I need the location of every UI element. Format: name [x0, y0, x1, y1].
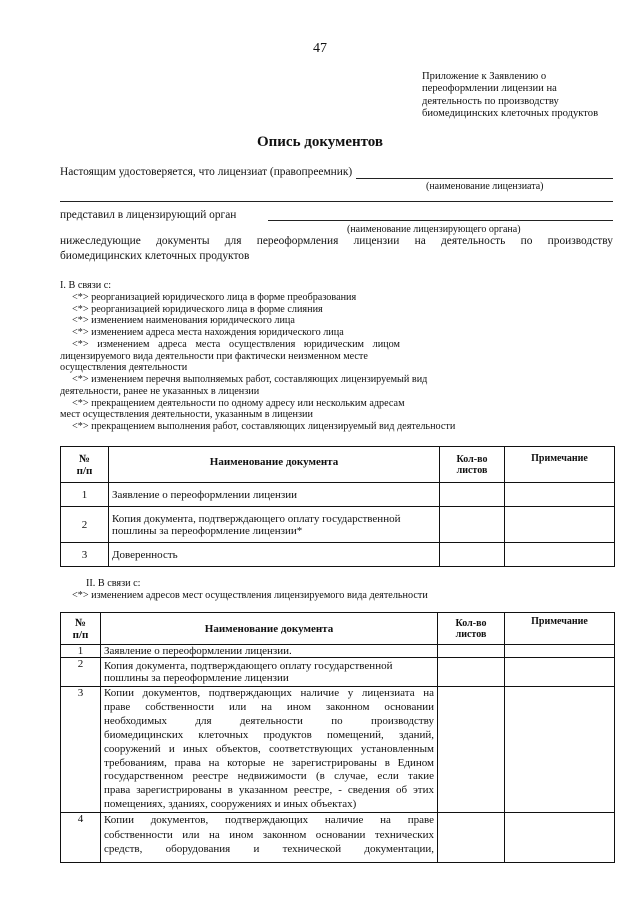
- header-sheet-count: Кол-во листов: [438, 613, 505, 645]
- intro-word: производству: [547, 235, 613, 247]
- table-row: [61, 687, 615, 813]
- intro-word: по: [520, 235, 533, 247]
- row-document-name: Заявление о переоформлении лицензии.: [101, 645, 438, 658]
- row-document-name: Копии документов, подтверждающих наличие на праве собственности или на ином законном основании технических средств, оборудования и технической документации,: [101, 813, 438, 863]
- row-sheet-count-cell[interactable]: [438, 813, 505, 863]
- section-1-item[interactable]: [60, 339, 400, 351]
- row-document-name: Копия документа, подтверждающего оплату государственной пошлины за переоформление лицензии*: [109, 507, 440, 543]
- row-sheet-count-cell[interactable]: [440, 543, 505, 567]
- section-1-item[interactable]: <*> изменением наименования юридического лица: [72, 315, 295, 327]
- intro-word: лицензии: [353, 235, 400, 247]
- row-number: 2: [61, 658, 101, 687]
- row-sheet-count-cell[interactable]: [438, 687, 505, 813]
- page-number: 47: [313, 41, 327, 56]
- row-document-name: Копия документа, подтверждающего оплату государственной пошлины за переоформление лицензии: [101, 658, 438, 687]
- row-note-cell[interactable]: [505, 645, 615, 658]
- header-document-name: Наименование документа: [109, 447, 440, 483]
- row-sheet-count-cell[interactable]: [438, 658, 505, 687]
- row-note-cell[interactable]: [505, 543, 615, 567]
- documents-table-2: [60, 612, 615, 863]
- intro-line-3: [60, 235, 613, 247]
- table-row: [61, 543, 615, 567]
- section-1-item[interactable]: <*> прекращением деятельности по одному адресу или нескольким адресам: [72, 397, 405, 409]
- appendix-note: [422, 71, 622, 121]
- row-note-cell[interactable]: [505, 483, 615, 507]
- intro-line-1: Настоящим удостоверяется, что лицензиат (правопреемник): [60, 166, 353, 178]
- table-row: [61, 483, 615, 507]
- row-note-cell[interactable]: [505, 507, 615, 543]
- intro-word: деятельность: [441, 235, 506, 247]
- intro-line-2: представил в лицензирующий орган: [60, 209, 237, 221]
- item-word: осуществления: [228, 338, 296, 350]
- intro-word: переоформления: [256, 235, 339, 247]
- header-sheet-count: Кол-во листов: [440, 447, 505, 483]
- intro-word: для: [224, 235, 242, 247]
- row-sheet-count-cell[interactable]: [440, 507, 505, 543]
- appendix-line: переоформлении лицензии на: [422, 83, 557, 95]
- intro-word: на: [414, 235, 426, 247]
- section-1-item[interactable]: <*> реорганизацией юридического лица в форме преобразования: [72, 291, 357, 303]
- header-document-name: Наименование документа: [101, 613, 438, 645]
- table-row: [61, 645, 615, 658]
- section-1-item-cont: осуществления деятельности: [60, 362, 188, 374]
- row-sheet-count-cell[interactable]: [438, 645, 505, 658]
- row-number: 2: [61, 507, 109, 543]
- appendix-line: Приложение к Заявлению о: [422, 71, 547, 82]
- table-row: [61, 507, 615, 543]
- item-word: места: [195, 338, 221, 350]
- appendix-line: биомедицинских клеточных продуктов: [422, 108, 599, 120]
- document-title: Опись документов: [256, 134, 384, 150]
- row-number: 3: [61, 543, 109, 567]
- row-note-cell[interactable]: [505, 813, 615, 863]
- appendix-line: деятельность по производству: [422, 95, 559, 107]
- section-1: [60, 280, 615, 433]
- table-row: [61, 658, 615, 687]
- authority-name-field[interactable]: [268, 220, 613, 221]
- header-number: № п/п: [61, 613, 101, 645]
- table-header-row: [61, 613, 615, 645]
- intro-word: документы: [156, 235, 210, 247]
- section-1-item[interactable]: <*> изменением перечня выполняемых работ, составляющих лицензируемый вид: [72, 374, 428, 385]
- row-sheet-count-cell[interactable]: [440, 483, 505, 507]
- row-number: 1: [61, 645, 101, 658]
- section-2-heading: II. В связи с:: [86, 578, 141, 589]
- row-note-cell[interactable]: [505, 658, 615, 687]
- authority-caption: (наименование лицензирующего органа): [347, 224, 521, 235]
- section-1-item-cont: лицензируемого вида деятельности при фактически неизменном месте: [60, 350, 368, 362]
- section-2-item[interactable]: <*> изменением адресов мест осуществления лицензируемого вида деятельности: [72, 590, 428, 601]
- row-note-cell[interactable]: [505, 687, 615, 813]
- documents-table-1: [60, 446, 615, 567]
- licensee-name-field-2[interactable]: [60, 201, 613, 202]
- item-word: юридическим: [303, 338, 364, 350]
- section-1-item-cont: мест осуществления деятельности, указанным в лицензии: [60, 409, 313, 421]
- row-document-name: Доверенность: [109, 543, 440, 567]
- section-1-heading: I. В связи с:: [60, 280, 112, 291]
- licensee-caption: (наименование лицензиата): [426, 181, 544, 192]
- row-number: 4: [61, 813, 101, 863]
- section-1-item[interactable]: <*> прекращением выполнения работ, составляющих лицензируемый вид деятельности: [72, 421, 456, 432]
- item-word: лицом: [372, 338, 400, 350]
- section-1-item[interactable]: <*> изменением адреса места нахождения юридического лица: [72, 327, 344, 338]
- intro-word: нижеследующие: [60, 235, 141, 247]
- table-row: [61, 813, 615, 863]
- header-number: № п/п: [61, 447, 109, 483]
- table-header-row: [61, 447, 615, 483]
- row-number: 1: [61, 483, 109, 507]
- item-word: адреса: [158, 338, 187, 350]
- row-document-name: Копии документов, подтверждающих наличие у лицензиата на праве собственности или на ином законном основании необходимых для деятельности по производству биомедицинских клеточных продуктов помещений, зданий, сооружений и иных объектов, соответствующих установленным требованиям, права на которые не зарегистрированы в Едином государственном реестре недвижимости (в случае, если такие права зарегистрированы в указанном реестре, - сведения об этих помещениях, зданиях, сооружениях и иных объектах): [101, 687, 438, 813]
- row-document-name: Заявление о переоформлении лицензии: [109, 483, 440, 507]
- row-number: 3: [61, 687, 101, 813]
- licensee-name-field[interactable]: [356, 178, 613, 179]
- item-word: <*>: [72, 338, 89, 350]
- item-word: изменением: [97, 338, 150, 350]
- header-note: Примечание: [505, 613, 615, 645]
- section-1-item-cont: деятельности, ранее не указанных в лицензии: [60, 385, 260, 397]
- intro-line-4: биомедицинских клеточных продуктов: [60, 250, 250, 262]
- section-1-item[interactable]: <*> реорганизацией юридического лица в форме слияния: [72, 303, 323, 315]
- header-note: Примечание: [505, 447, 615, 483]
